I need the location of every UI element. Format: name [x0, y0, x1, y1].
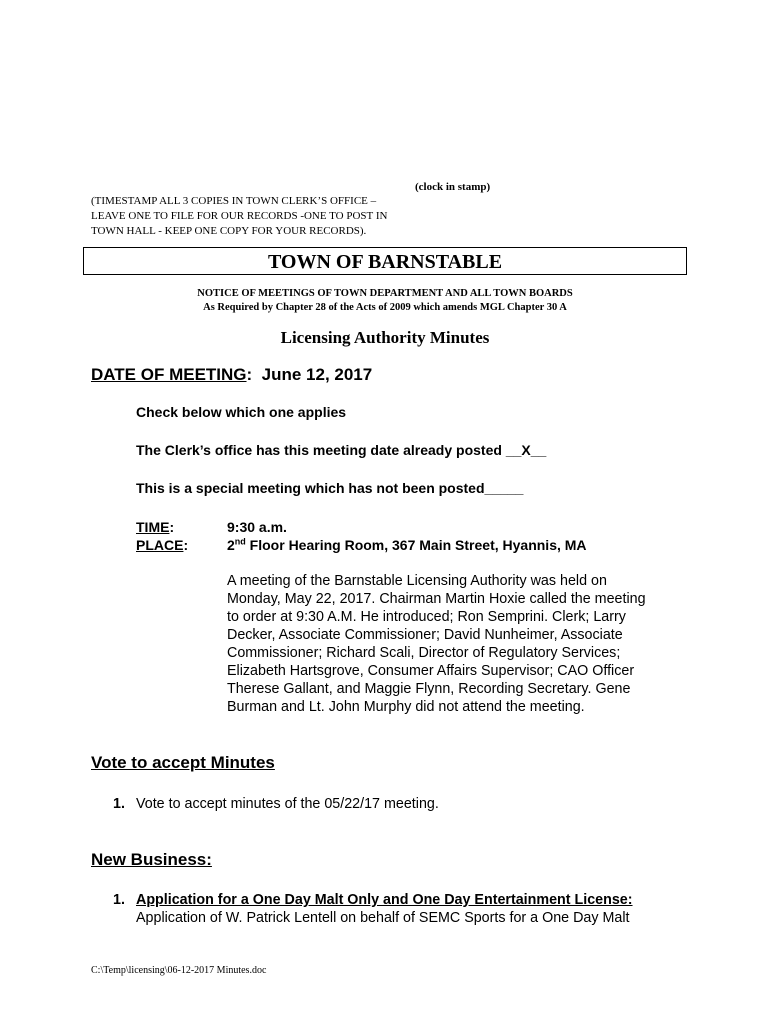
nb-item	[136, 891, 696, 927]
notice-line-1: NOTICE OF MEETINGS OF TOWN DEPARTMENT AND ALL TOWN BOARDS	[197, 288, 573, 299]
timestamp-line: LEAVE ONE TO FILE FOR OUR RECORDS -ONE TO POST IN	[91, 210, 388, 222]
intro-line: Decker, Associate Commissioner; David Nunheimer, Associate	[227, 627, 623, 643]
footer-file-path: C:\Temp\licensing\06-12-2017 Minutes.doc	[91, 965, 267, 976]
timestamp-instructions	[91, 194, 411, 239]
intro-line: Elizabeth Hartsgrove, Consumer Affairs Supervisor; CAO Officer	[227, 663, 635, 679]
place-prefix: 2	[227, 537, 235, 553]
timestamp-line: TOWN HALL - KEEP ONE COPY FOR YOUR RECORDS).	[91, 225, 367, 237]
date-of-meeting-row	[91, 365, 372, 385]
time-row	[136, 519, 174, 535]
date-colon: :	[246, 365, 253, 384]
timestamp-line: (TIMESTAMP ALL 3 COPIES IN TOWN CLERK’S OFFICE –	[91, 195, 377, 207]
intro-line: Burman and Lt. John Murphy did not attend the meeting.	[227, 699, 585, 715]
intro-line: Therese Gallant, and Maggie Flynn, Recording Secretary. Gene	[227, 681, 631, 697]
new-business-heading: New Business:	[91, 850, 212, 869]
intro-paragraph	[227, 572, 697, 716]
nb-item-number	[113, 891, 125, 909]
posted-line	[136, 442, 546, 458]
place-rest: Floor Hearing Room, 367 Main Street, Hyannis, MA	[245, 537, 587, 553]
notice-line-2: As Required by Chapter 28 of the Acts of 2009 which amends MGL Chapter 30 A	[203, 302, 567, 313]
date-label: DATE OF MEETING	[91, 365, 247, 384]
vote-item-number	[113, 795, 125, 813]
document-title: Licensing Authority Minutes	[280, 328, 490, 347]
place-row	[136, 537, 188, 553]
time-value: 9:30 a.m.	[227, 519, 287, 535]
nb-item-text: Application of W. Patrick Lentell on behalf of SEMC Sports for a One Day Malt	[136, 910, 630, 926]
time-label: TIME	[136, 519, 170, 535]
vote-section-heading: Vote to accept Minutes	[91, 753, 275, 772]
nb-item-title: Application for a One Day Malt Only and One Day Entertainment License:	[136, 892, 633, 908]
vote-item-number-text: 1.	[113, 796, 125, 812]
intro-line: Monday, May 22, 2017. Chairman Martin Hoxie called the meeting	[227, 591, 646, 607]
date-value: June 12, 2017	[261, 365, 373, 384]
time-colon: :	[169, 519, 175, 535]
intro-line: Commissioner; Richard Scali, Director of Regulatory Services;	[227, 645, 621, 661]
place-label: PLACE	[136, 537, 184, 553]
posted-mark: __X__	[505, 442, 547, 458]
clock-in-stamp-label: (clock in stamp)	[415, 181, 491, 193]
place-colon: :	[183, 537, 189, 553]
intro-line: to order at 9:30 A.M. He introduced; Ron Semprini. Clerk; Larry	[227, 609, 626, 625]
place-superscript: nd	[234, 536, 246, 547]
town-title-box	[83, 247, 687, 275]
nb-item-number-text: 1.	[113, 892, 125, 908]
vote-item-text: Vote to accept minutes of the 05/22/17 meeting.	[136, 796, 439, 812]
special-meeting-line: This is a special meeting which has not been posted_____	[136, 480, 524, 496]
town-title: TOWN OF BARNSTABLE	[267, 251, 503, 273]
intro-line: A meeting of the Barnstable Licensing Authority was held on	[227, 573, 607, 589]
posted-text: The Clerk’s office has this meeting date already posted	[136, 442, 506, 458]
check-below-text: Check below which one applies	[136, 404, 347, 420]
place-value	[227, 537, 587, 553]
